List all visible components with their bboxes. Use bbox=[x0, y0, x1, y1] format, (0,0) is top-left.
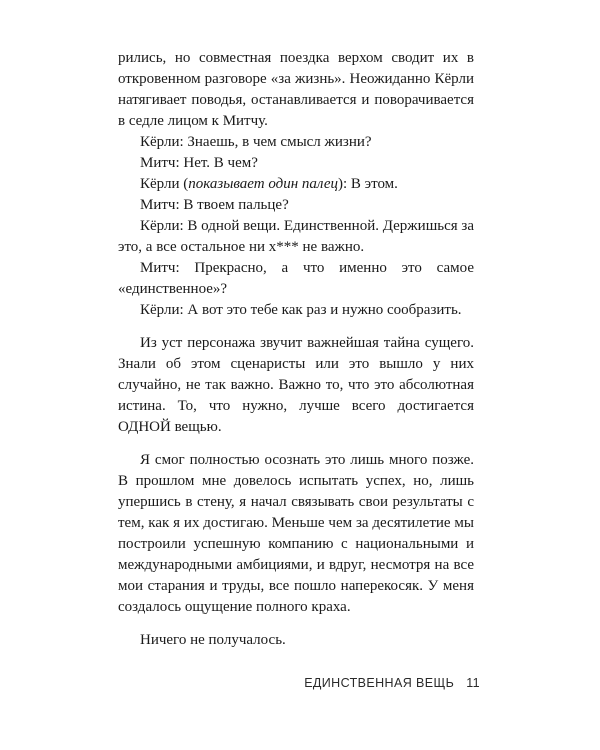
page-text bbox=[118, 48, 474, 651]
paragraph-3: Я смог полностью осознать это лишь много позже. В прошлом мне довелось испытать успех, но, лишь упершись в стену, я начал связывать свои результаты с тем, как я их достигаю. Меньше чем за десятилетие мы построили успешную компанию с национальными и международными амбициями, и вдруг, несмотря на все мои старания и труды, все пошло наперекосяк. У меня создалось ощущение полного краха. bbox=[118, 452, 474, 615]
dialogue-line-7: Кёрли: А вот это тебе как раз и нужно сообразить. bbox=[140, 302, 462, 318]
dialogue-line-3-end: ): В этом. bbox=[338, 176, 398, 192]
dialogue-line-3-start: Кёрли ( bbox=[140, 176, 189, 192]
page-number: 11 bbox=[466, 676, 480, 690]
paragraph-2: Из уст персонажа звучит важнейшая тайна сущего. Знали об этом сценаристы или это вышло у них случайно, не так важно. Важно то, что это абсолютная истина. То, что нужно, лучше всего достигается ОДНОЙ вещью. bbox=[118, 335, 474, 435]
stage-direction: показывает один палец bbox=[188, 176, 338, 192]
dialogue-line-5: Кёрли: В одной вещи. Единственной. Держишься за это, а все остальное ни х*** не важно. bbox=[118, 218, 474, 255]
paragraph-4: Ничего не получалось. bbox=[140, 632, 286, 648]
paragraph-1: рились, но совместная поездка верхом сводит их в откровенном разговоре «за жизнь». Неожиданно Кёрли натягивает поводья, останавливается и поворачивается в седле лицом к Митчу. bbox=[118, 50, 474, 129]
dialogue-line-3 bbox=[118, 174, 474, 195]
dialogue-line-1: Кёрли: Знаешь, в чем смысл жизни? bbox=[140, 134, 372, 150]
page-footer bbox=[0, 676, 480, 690]
dialogue-line-6: Митч: Прекрасно, а что именно это самое «единственное»? bbox=[118, 260, 474, 297]
running-title: ЕДИНСТВЕННАЯ ВЕЩЬ bbox=[304, 676, 455, 690]
dialogue-line-2: Митч: Нет. В чем? bbox=[140, 155, 258, 171]
dialogue-line-4: Митч: В твоем пальце? bbox=[140, 197, 289, 213]
